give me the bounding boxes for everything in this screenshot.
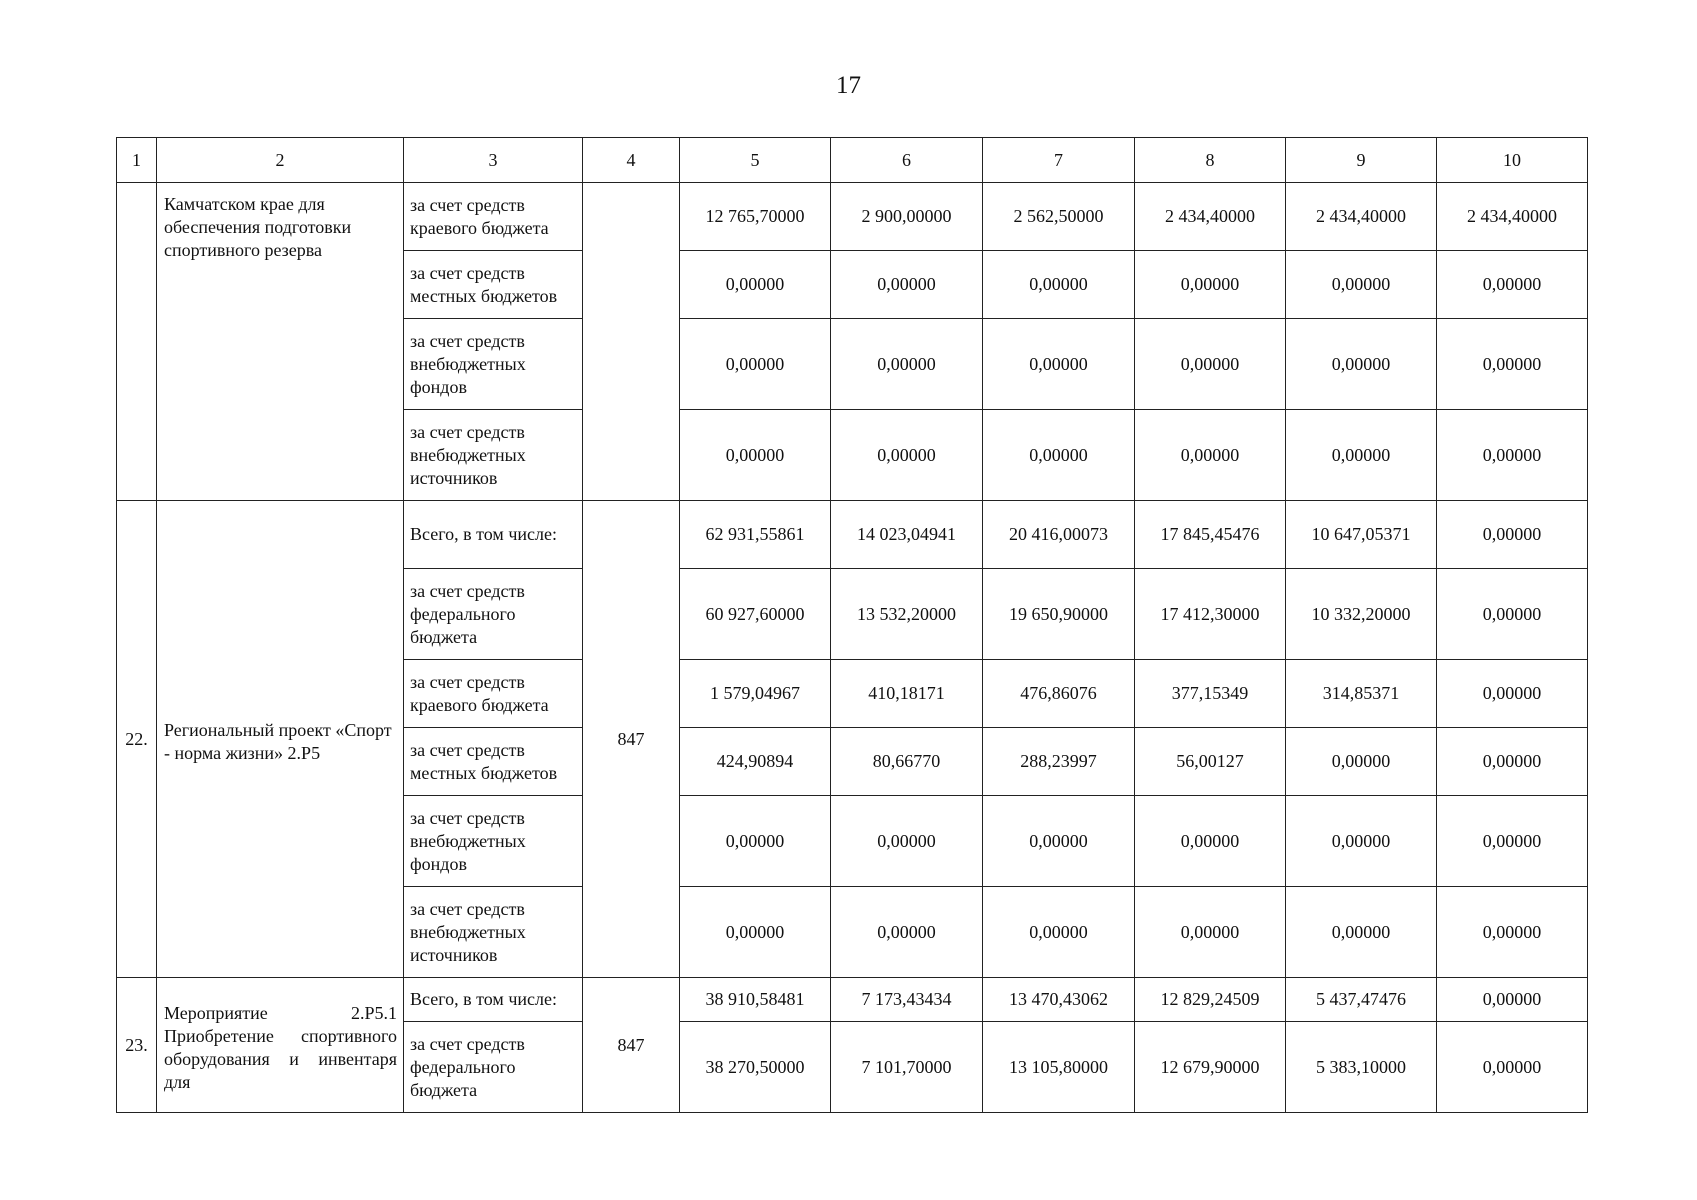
- funding-source: Всего, в том числе:: [404, 978, 583, 1022]
- value-cell: 0,00000: [983, 251, 1135, 319]
- value-cell: 12 679,90000: [1135, 1022, 1286, 1113]
- funding-source: за счет средств внебюджетных источников: [404, 887, 583, 978]
- value-cell: 0,00000: [831, 319, 983, 410]
- header-cell: 1: [117, 138, 157, 183]
- value-cell: 12 829,24509: [1135, 978, 1286, 1022]
- funding-source: за счет средств краевого бюджета: [404, 183, 583, 251]
- header-cell: 7: [983, 138, 1135, 183]
- table-row: [117, 978, 1588, 1022]
- value-cell: 0,00000: [1286, 319, 1437, 410]
- value-cell: 377,15349: [1135, 660, 1286, 728]
- value-cell: 60 927,60000: [680, 569, 831, 660]
- value-cell: 13 105,80000: [983, 1022, 1135, 1113]
- value-cell: 410,18171: [831, 660, 983, 728]
- value-cell: 20 416,00073: [983, 501, 1135, 569]
- value-cell: 17 845,45476: [1135, 501, 1286, 569]
- header-cell: 6: [831, 138, 983, 183]
- header-cell: 2: [157, 138, 404, 183]
- value-cell: 0,00000: [1437, 501, 1588, 569]
- value-cell: 2 562,50000: [983, 183, 1135, 251]
- value-cell: 288,23997: [983, 728, 1135, 796]
- value-cell: 0,00000: [680, 319, 831, 410]
- value-cell: 12 765,70000: [680, 183, 831, 251]
- value-cell: 0,00000: [1437, 728, 1588, 796]
- value-cell: 0,00000: [1437, 796, 1588, 887]
- value-cell: 2 434,40000: [1286, 183, 1437, 251]
- value-cell: 19 650,90000: [983, 569, 1135, 660]
- activity-name: Региональный проект «Спорт - норма жизни» 2.P5: [157, 501, 404, 978]
- value-cell: 56,00127: [1135, 728, 1286, 796]
- funding-source: за счет средств местных бюджетов: [404, 251, 583, 319]
- header-row: [117, 138, 1588, 183]
- value-cell: 424,90894: [680, 728, 831, 796]
- activity-name: Мероприятие 2.P5.1 Приобретение спортивного оборудования и инвентаря для: [157, 978, 404, 1113]
- funding-source: за счет средств федерального бюджета: [404, 569, 583, 660]
- value-cell: 1 579,04967: [680, 660, 831, 728]
- table-row: [117, 501, 1588, 569]
- value-cell: 0,00000: [1135, 887, 1286, 978]
- value-cell: 0,00000: [1286, 251, 1437, 319]
- value-cell: 2 900,00000: [831, 183, 983, 251]
- value-cell: 38 910,58481: [680, 978, 831, 1022]
- funding-source: за счет средств внебюджетных фондов: [404, 319, 583, 410]
- value-cell: 0,00000: [1437, 978, 1588, 1022]
- value-cell: 0,00000: [831, 887, 983, 978]
- funding-source: за счет средств внебюджетных источников: [404, 410, 583, 501]
- value-cell: 5 437,47476: [1286, 978, 1437, 1022]
- funding-source: за счет средств внебюджетных фондов: [404, 796, 583, 887]
- page-number: 17: [836, 72, 861, 99]
- value-cell: 0,00000: [1286, 410, 1437, 501]
- value-cell: 7 173,43434: [831, 978, 983, 1022]
- code-cell: [583, 183, 680, 501]
- header-cell: 4: [583, 138, 680, 183]
- value-cell: 0,00000: [680, 410, 831, 501]
- value-cell: 13 470,43062: [983, 978, 1135, 1022]
- value-cell: 0,00000: [831, 410, 983, 501]
- value-cell: 62 931,55861: [680, 501, 831, 569]
- value-cell: 0,00000: [831, 251, 983, 319]
- value-cell: 0,00000: [1286, 728, 1437, 796]
- value-cell: 0,00000: [1135, 410, 1286, 501]
- value-cell: 0,00000: [1437, 319, 1588, 410]
- value-cell: 0,00000: [983, 410, 1135, 501]
- code-cell: 847: [583, 978, 680, 1113]
- value-cell: 80,66770: [831, 728, 983, 796]
- value-cell: 0,00000: [680, 251, 831, 319]
- value-cell: 0,00000: [1437, 569, 1588, 660]
- value-cell: 0,00000: [1437, 251, 1588, 319]
- row-index: 22.: [117, 501, 157, 978]
- value-cell: 476,86076: [983, 660, 1135, 728]
- value-cell: 2 434,40000: [1437, 183, 1588, 251]
- activity-name: Камчатском крае для обеспечения подготовки спортивного резерва: [157, 183, 404, 501]
- value-cell: 0,00000: [1135, 796, 1286, 887]
- row-index: [117, 183, 157, 501]
- value-cell: 5 383,10000: [1286, 1022, 1437, 1113]
- value-cell: 0,00000: [983, 887, 1135, 978]
- value-cell: 0,00000: [983, 319, 1135, 410]
- value-cell: 0,00000: [680, 887, 831, 978]
- value-cell: 14 023,04941: [831, 501, 983, 569]
- value-cell: 0,00000: [983, 796, 1135, 887]
- value-cell: 0,00000: [1286, 887, 1437, 978]
- header-cell: 3: [404, 138, 583, 183]
- value-cell: 38 270,50000: [680, 1022, 831, 1113]
- funding-source: за счет средств местных бюджетов: [404, 728, 583, 796]
- value-cell: 314,85371: [1286, 660, 1437, 728]
- table-row: [117, 183, 1588, 251]
- funding-source: Всего, в том числе:: [404, 501, 583, 569]
- funding-source: за счет средств краевого бюджета: [404, 660, 583, 728]
- value-cell: 0,00000: [1437, 887, 1588, 978]
- funding-source: за счет средств федерального бюджета: [404, 1022, 583, 1113]
- value-cell: 10 332,20000: [1286, 569, 1437, 660]
- value-cell: 0,00000: [1437, 1022, 1588, 1113]
- row-index: 23.: [117, 978, 157, 1113]
- header-cell: 10: [1437, 138, 1588, 183]
- value-cell: 0,00000: [831, 796, 983, 887]
- value-cell: 17 412,30000: [1135, 569, 1286, 660]
- value-cell: 0,00000: [1437, 660, 1588, 728]
- value-cell: 0,00000: [1135, 251, 1286, 319]
- header-cell: 9: [1286, 138, 1437, 183]
- value-cell: 0,00000: [1437, 410, 1588, 501]
- value-cell: 0,00000: [1135, 319, 1286, 410]
- header-cell: 8: [1135, 138, 1286, 183]
- header-cell: 5: [680, 138, 831, 183]
- value-cell: 0,00000: [1286, 796, 1437, 887]
- code-cell: 847: [583, 501, 680, 978]
- value-cell: 7 101,70000: [831, 1022, 983, 1113]
- value-cell: 2 434,40000: [1135, 183, 1286, 251]
- value-cell: 0,00000: [680, 796, 831, 887]
- budget-table: [116, 137, 1588, 1113]
- value-cell: 13 532,20000: [831, 569, 983, 660]
- value-cell: 10 647,05371: [1286, 501, 1437, 569]
